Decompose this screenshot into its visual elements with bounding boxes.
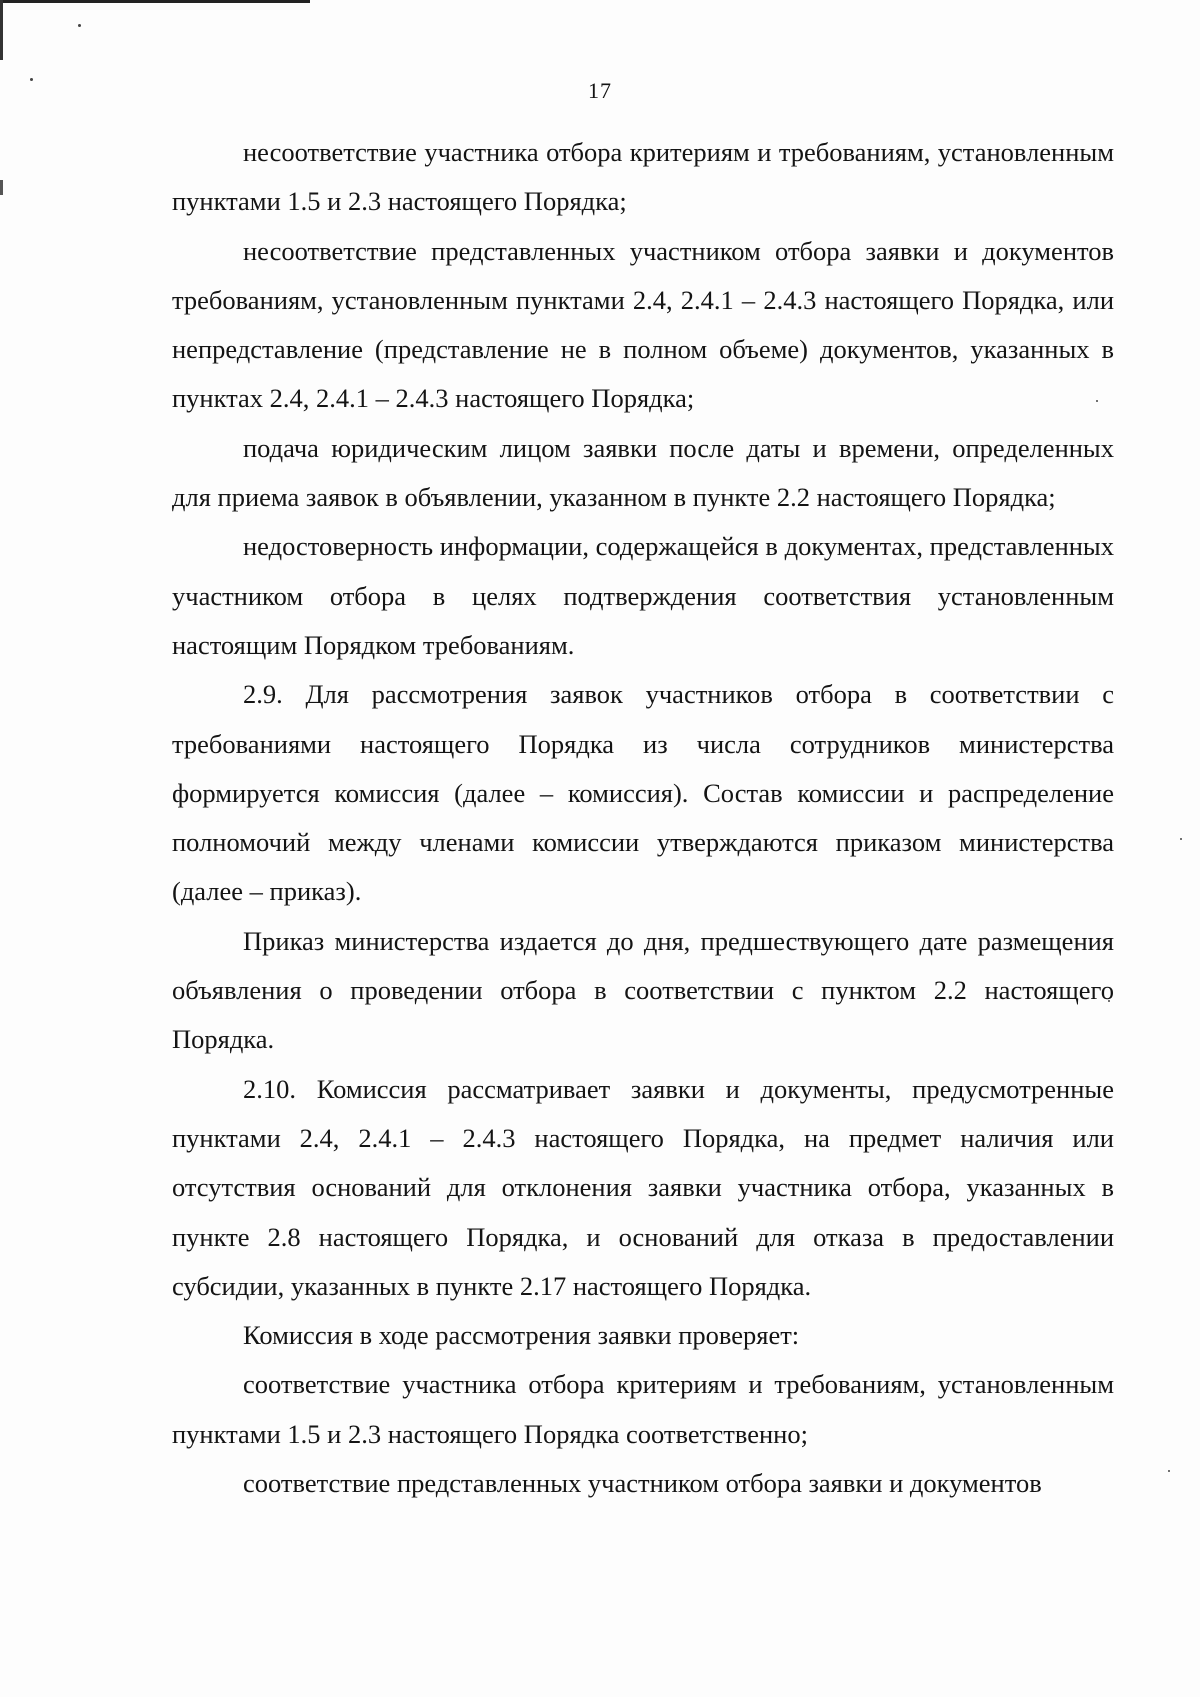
scan-edge-rule	[0, 0, 310, 3]
paragraph: недостоверность информации, содержащейся в документах, представленных участником отбора в целях подтверждения соответствия установленным настоящим Порядком требованиям.	[172, 531, 1114, 660]
paragraph: несоответствие участника отбора критериям и требованиям, установленным пунктами 1.5 и 2.3 настоящего Порядка;	[172, 137, 1114, 217]
paragraph: соответствие участника отбора критериям и требованиям, установленным пунктами 1.5 и 2.3 настоящего Порядка соответственно;	[172, 1369, 1114, 1449]
paragraph: 2.9. Для рассмотрения заявок участников отбора в соответствии с требованиями настоящего Порядка из числа сотрудников министерства формируется комиссия (далее – комиссия). Состав комиссии и распределение полномочий между членами комиссии утверждаются приказом министерства (далее – приказ).	[172, 679, 1114, 907]
paragraph: соответствие представленных участником отбора заявки и документов	[243, 1468, 1042, 1499]
scan-speck	[1180, 838, 1182, 840]
paragraph: несоответствие представленных участником отбора заявки и документов требованиям, установленным пунктами 2.4, 2.4.1 – 2.4.3 настоящего Порядка, или непредставление (представление не в полном объеме) документов, указанных в пунктах 2.4, 2.4.1 – 2.4.3 настоящего Порядка;	[172, 235, 1114, 414]
paragraph: подача юридическим лицом заявки после даты и времени, определенных для приема заявок в объявлении, указанном в пункте 2.2 настоящего Порядка;	[172, 432, 1114, 513]
paragraph: Комиссия в ходе рассмотрения заявки проверяет:	[243, 1320, 800, 1351]
paragraph: Приказ министерства издается до дня, предшествующего дате размещения объявления о проведении отбора в соответствии с пунктом 2.2 настоящего Порядка.	[172, 925, 1114, 1055]
page-number: 17	[588, 78, 612, 103]
document-body	[172, 128, 1114, 1508]
scan-speck	[1168, 1470, 1170, 1472]
paragraph: 2.10. Комиссия рассматривает заявки и документы, предусмотренные пунктами 2.4, 2.4.1 – 2.4.3 настоящего Порядка, на предмет наличия или отсутствия оснований для отклонения заявки участника отбора, указанных в пункте 2.8 настоящего Порядка, и оснований для отказа в предоставлении субсидии, указанных в пункте 2.17 настоящего Порядка.	[172, 1073, 1114, 1301]
scan-speck	[78, 24, 81, 27]
scan-left-edge	[0, 0, 3, 1697]
